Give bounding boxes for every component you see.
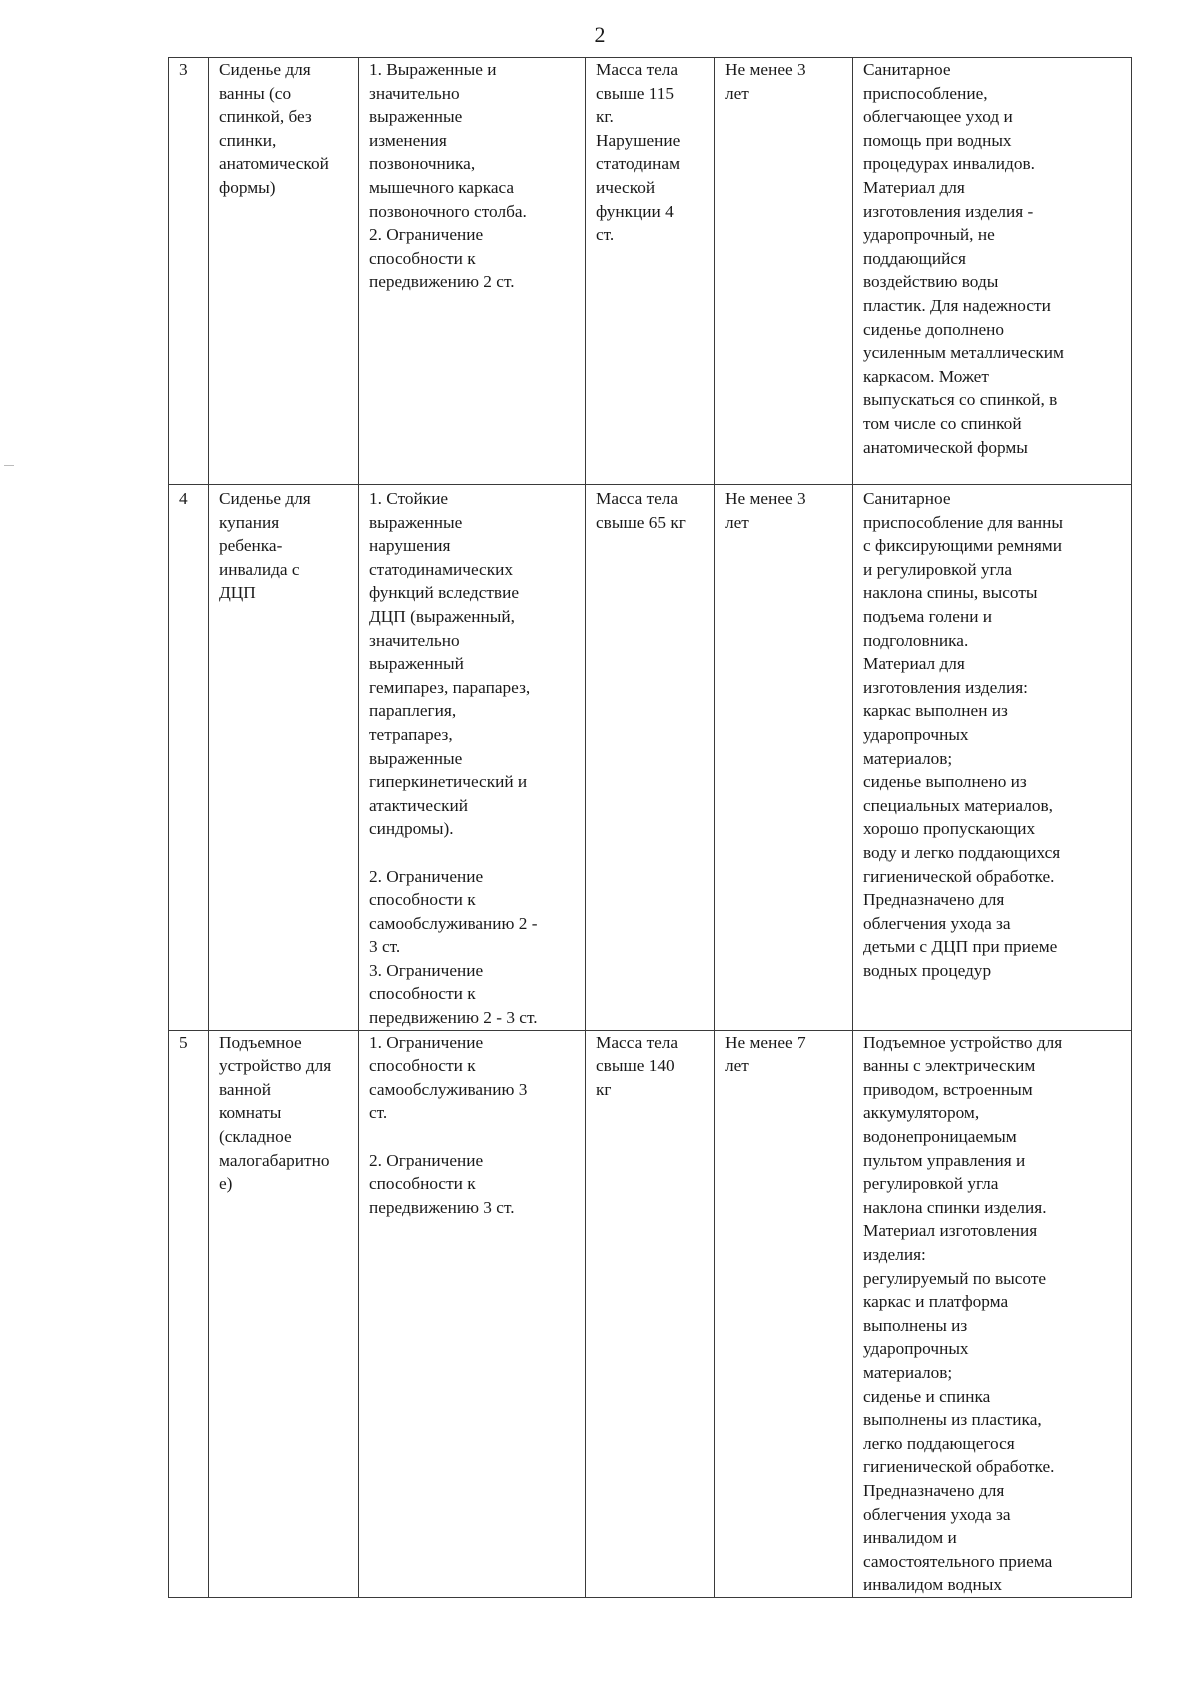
product-description: Подъемное устройство для ванны с электрическим приводом, встроенным аккумулятором, водонепроницаемым пультом управления и регулировкой угла наклона спинки изделия. Материал изготовления изделия: регулируемый по высоте каркас и платформа выполнены из ударопрочных материалов; сиденье и спинка выполнены из пластика, легко поддающегося гигиенической обработке. Предназначено для облегчения ухода за инвалидом и самостоятельного приема инвалидом водных [853,1030,1132,1597]
table-row [169,58,1132,485]
table-row [169,1030,1132,1597]
medical-indications: 1. Стойкие выраженные нарушения статодинамических функций вследствие ДЦП (выраженный, значительно выраженный гемипарез, парапарез, параплегия, тетрапарез, выраженные гиперкинетический и атактический синдромы). 2. Ограничение способности к самообслуживанию 2 - 3 ст. 3. Ограничение способности к передвижению 2 - 3 ст. [359,485,586,1031]
product-name: Сиденье для купания ребенка- инвалида с ДЦП [209,485,359,1031]
requirements-table [168,57,1132,1598]
row-number: 3 [169,58,209,485]
table-row [169,485,1132,1031]
contraindications: Масса тела свыше 65 кг [586,485,715,1031]
page-number: 2 [594,22,606,47]
medical-indications: 1. Выраженные и значительно выраженные изменения позвоночника, мышечного каркаса позвоночного столба. 2. Ограничение способности к передвижению 2 ст. [359,58,586,485]
product-name: Сиденье для ванны (со спинкой, без спинки, анатомической формы) [209,58,359,485]
product-description: Санитарное приспособление для ванны с фиксирующими ремнями и регулировкой угла наклона спины, высоты подъема голени и подголовника. Материал для изготовления изделия: каркас выполнен из ударопрочных материалов; сиденье выполнено из специальных материалов, хорошо пропускающих воду и легко поддающихся гигиенической обработке. Предназначено для облегчения ухода за детьми с ДЦП при приеме водных процедур [853,485,1132,1031]
usage-term: Не менее 3 лет [715,58,853,485]
row-number: 4 [169,485,209,1031]
contraindications: Масса тела свыше 115 кг. Нарушение статодинам ической функции 4 ст. [586,58,715,485]
usage-term: Не менее 7 лет [715,1030,853,1597]
scan-artifact [4,465,14,466]
medical-indications: 1. Ограничение способности к самообслуживанию 3 ст. 2. Ограничение способности к передвижению 3 ст. [359,1030,586,1597]
product-description: Санитарное приспособление, облегчающее уход и помощь при водных процедурах инвалидов. Материал для изготовления изделия - ударопрочный, не поддающийся воздействию воды пластик. Для надежности сиденье дополнено усиленным металлическим каркасом. Может выпускаться со спинкой, в том числе со спинкой анатомической формы [853,58,1132,485]
contraindications: Масса тела свыше 140 кг [586,1030,715,1597]
row-number: 5 [169,1030,209,1597]
usage-term: Не менее 3 лет [715,485,853,1031]
product-name: Подъемное устройство для ванной комнаты (складное малогабаритно е) [209,1030,359,1597]
